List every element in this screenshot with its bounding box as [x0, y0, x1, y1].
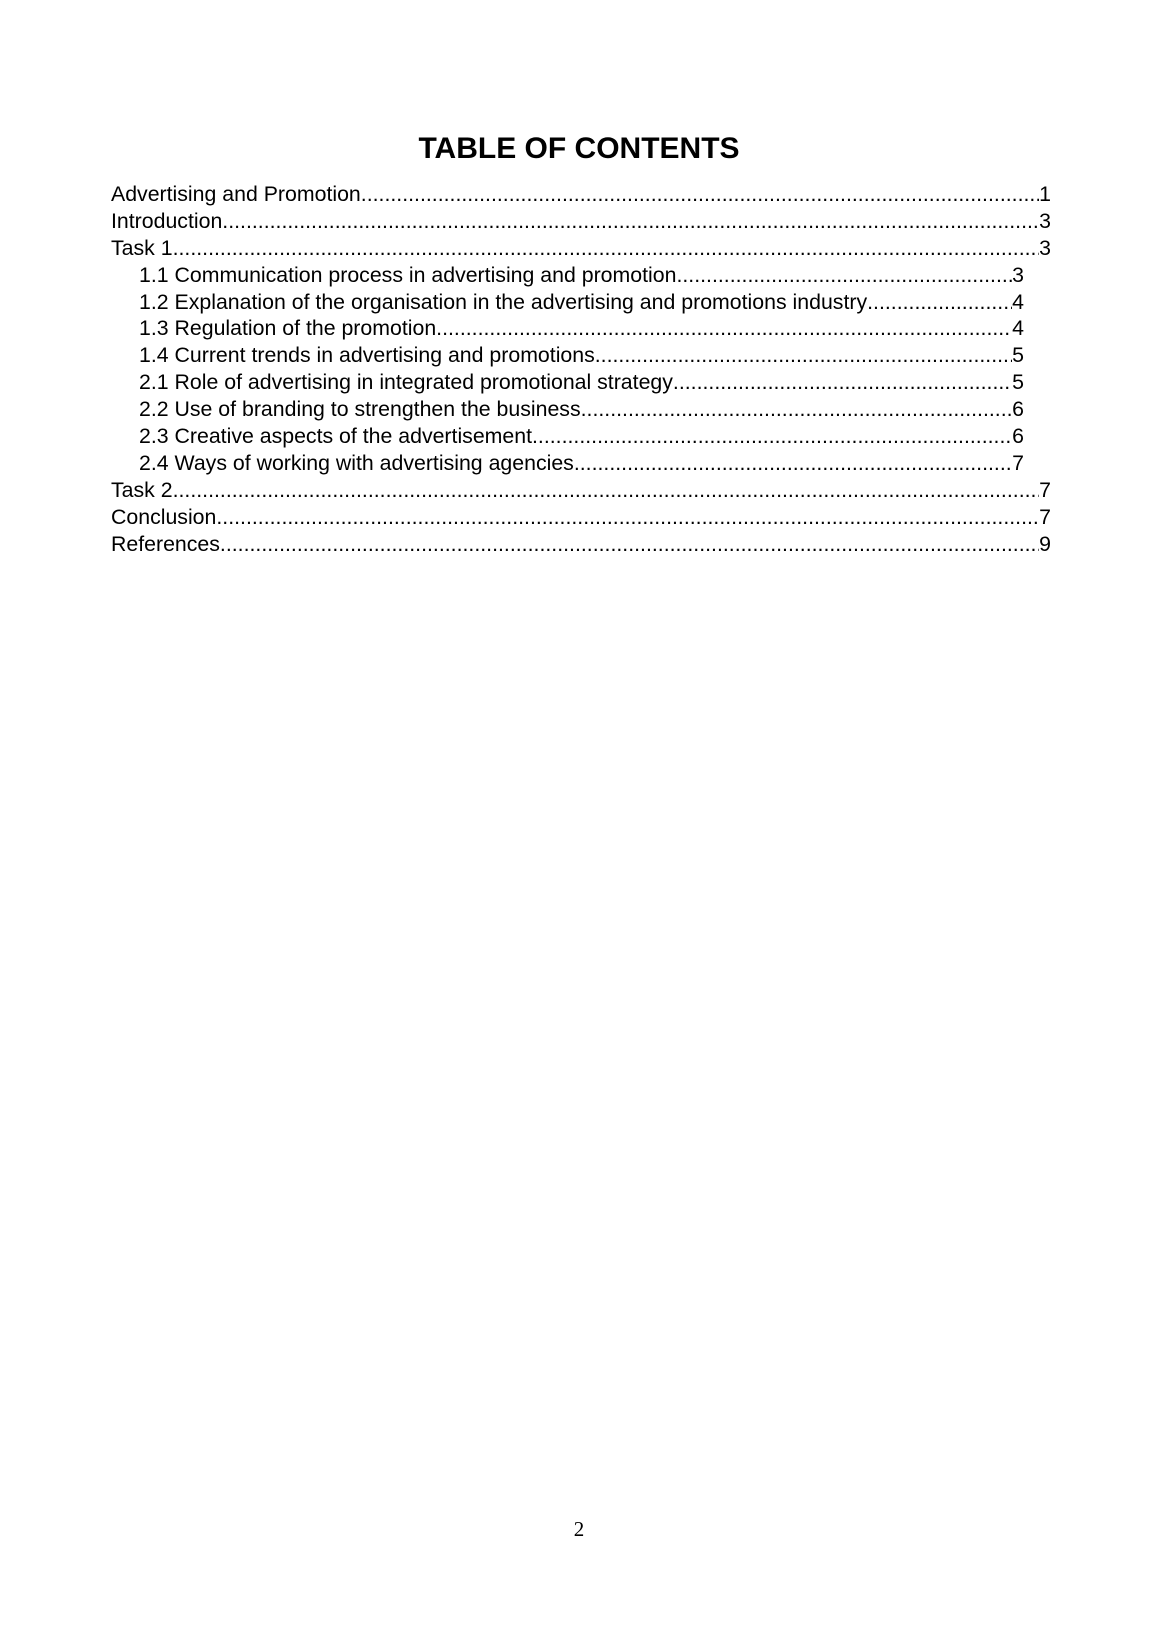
- toc-entry[interactable]: [111, 531, 1051, 558]
- toc-entry-page: 6: [1012, 397, 1024, 422]
- toc-list: [111, 181, 1051, 557]
- toc-entry-text: 1.2 Explanation of the organisation in the advertising and promotions industry: [139, 289, 868, 314]
- toc-entry[interactable]: [111, 477, 1051, 504]
- toc-entry[interactable]: [111, 504, 1051, 531]
- toc-entry[interactable]: [111, 235, 1051, 262]
- toc-dot-leader: [216, 504, 1039, 531]
- toc-entry-text: Task 2: [111, 477, 173, 502]
- toc-entry-page: 5: [1012, 343, 1024, 368]
- toc-entry-text: 2.1 Role of advertising in integrated promotional strategy: [139, 370, 673, 395]
- toc-entry-text: References: [111, 531, 220, 556]
- toc-dot-leader: [222, 208, 1039, 235]
- toc-entry-page: 7: [1039, 477, 1051, 502]
- page-number: 2: [573, 1517, 585, 1541]
- toc-dot-leader: [676, 262, 1012, 289]
- toc-entry-page: 4: [1012, 289, 1024, 314]
- toc-entry-text: Task 1: [111, 235, 173, 260]
- toc-entry-text: Conclusion: [111, 504, 217, 529]
- toc-subentry[interactable]: [139, 396, 1024, 423]
- toc-subentry[interactable]: [139, 450, 1024, 477]
- toc-subentry[interactable]: [139, 423, 1024, 450]
- toc-entry[interactable]: [111, 208, 1051, 235]
- toc-entry-text: 2.3 Creative aspects of the advertisement: [139, 424, 533, 449]
- toc-dot-leader: [173, 477, 1040, 504]
- toc-subentry[interactable]: [139, 315, 1024, 342]
- toc-entry-text: 1.3 Regulation of the promotion: [139, 316, 437, 341]
- toc-subentry[interactable]: [139, 289, 1024, 316]
- toc-entry-page: 9: [1039, 531, 1051, 556]
- toc-subentry[interactable]: [139, 262, 1024, 289]
- toc-title: TABLE OF CONTENTS: [418, 132, 740, 165]
- toc-subentry[interactable]: [139, 342, 1024, 369]
- toc-dot-leader: [867, 289, 1012, 316]
- toc-entry-text: 2.4 Ways of working with advertising agencies: [139, 450, 574, 475]
- toc-entry[interactable]: [111, 181, 1051, 208]
- toc-dot-leader: [436, 315, 1012, 342]
- toc-entry-page: 3: [1039, 208, 1051, 233]
- toc-entry-text: 2.2 Use of branding to strengthen the business: [139, 397, 581, 422]
- toc-entry-page: 3: [1012, 262, 1024, 287]
- toc-subentry[interactable]: [139, 369, 1024, 396]
- toc-dot-leader: [173, 235, 1040, 262]
- toc-entry-page: 3: [1039, 235, 1051, 260]
- toc-dot-leader: [220, 531, 1039, 558]
- toc-entry-page: 6: [1012, 424, 1024, 449]
- toc-entry-text: Advertising and Promotion: [111, 182, 361, 206]
- toc-dot-leader: [673, 369, 1012, 396]
- toc-dot-leader: [361, 181, 1039, 208]
- toc-entry-page: 5: [1012, 370, 1024, 395]
- toc-entry-text: Introduction: [111, 208, 223, 233]
- toc-entry-page: 1: [1039, 182, 1051, 206]
- toc-dot-leader: [595, 342, 1012, 369]
- toc-dot-leader: [581, 396, 1013, 423]
- toc-entry-page: 7: [1039, 504, 1051, 529]
- toc-entry-page: 7: [1012, 450, 1024, 475]
- toc-dot-leader: [574, 450, 1012, 477]
- toc-entry-page: 4: [1012, 316, 1024, 341]
- toc-entry-text: 1.1 Communication process in advertising and promotion: [139, 262, 677, 287]
- toc-dot-leader: [532, 423, 1012, 450]
- toc-entry-text: 1.4 Current trends in advertising and promotions: [139, 343, 595, 368]
